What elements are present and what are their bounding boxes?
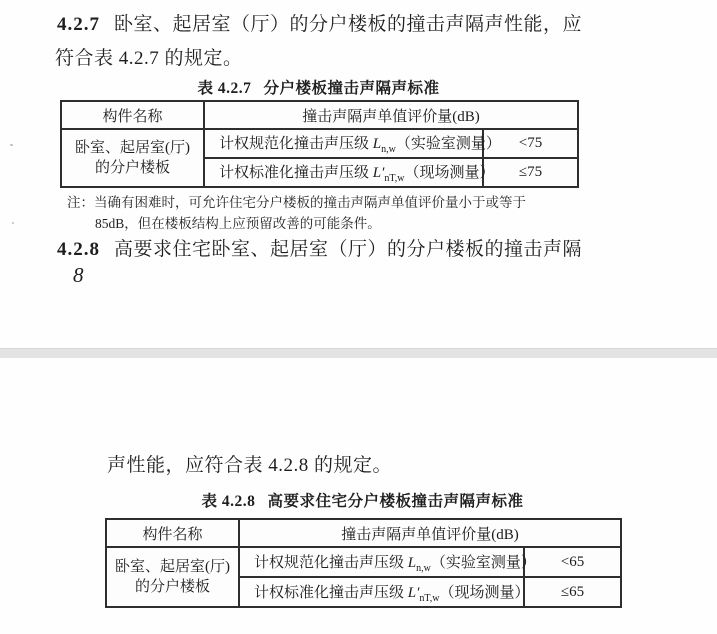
table-caption-title: 高要求住宅分户楼板撞击声隔声标准 (267, 493, 524, 510)
limit-value-cell: <65 (524, 547, 621, 577)
component-name-cell: 卧室、起居室(厅) 的分户楼板 (106, 547, 239, 607)
limit-value-cell: <75 (483, 129, 578, 158)
table-row (106, 547, 621, 577)
metric-cell: 计权规范化撞击声压级 $L_{n,w}$（实验室测量） (204, 129, 483, 158)
metric-cell: 计权标准化撞击声压级 $L'_{nT,w}$（现场测量） (239, 577, 524, 607)
header-component-cell: 构件名称 (106, 519, 239, 547)
table-caption-number: 表 4.2.7 (197, 80, 252, 97)
clause-text: 卧室、起居室（厅）的分户楼板的撞击声隔声性能，应 (114, 14, 583, 35)
metric-symbol: $L_{n,w}$ (372, 136, 396, 155)
limit-value-cell: ≤65 (524, 577, 621, 607)
table-note (67, 192, 587, 234)
header-component-cell: 构件名称 (61, 101, 204, 129)
metric-symbol: $L_{n,w}$ (407, 554, 431, 574)
header-value-cell: 撞击声隔声单值评价量(dB) (239, 519, 621, 547)
clause-number: 4.2.8 (57, 239, 100, 260)
clause-4-2-8-line-1 (57, 239, 582, 261)
metric-symbol: $L'_{nT,w}$ (372, 165, 405, 184)
note-label: 注： (67, 195, 94, 210)
page-number: 8 (73, 263, 84, 287)
limit-value-cell: ≤75 (483, 158, 578, 187)
table-caption-number: 表 4.2.8 (201, 493, 256, 510)
table-4-2-7-caption (60, 76, 577, 98)
header-value-cell: 撞击声隔声单值评价量(dB) (204, 101, 578, 129)
clause-number: 4.2.7 (57, 14, 100, 35)
metric-cell: 计权标准化撞击声压级 $L'_{nT,w}$（现场测量） (204, 158, 483, 187)
table-header-row (106, 519, 621, 547)
table-4-2-7 (60, 100, 579, 188)
table-4-2-8-caption (105, 489, 620, 511)
table-header-row (61, 101, 578, 129)
clause-text: 高要求住宅卧室、起居室（厅）的分户楼板的撞击声隔 (114, 239, 583, 260)
clause-4-2-8-continuation: 声性能，应符合表 4.2.8 的规定。 (107, 455, 393, 476)
clause-4-2-7-line-1 (57, 14, 582, 36)
note-line-2: 85dB，但在楼板结构上应预留改善的可能条件。 (95, 216, 381, 231)
metric-symbol: $L'_{nT,w}$ (407, 584, 440, 604)
table-row (61, 129, 578, 158)
page-2 (0, 358, 717, 634)
metric-cell: 计权规范化撞击声压级 $L_{n,w}$（实验室测量） (239, 547, 524, 577)
clause-4-2-7-line-2: 符合表 4.2.7 的规定。 (55, 48, 243, 69)
note-line-1: 注：当确有困难时，可允许住宅分户楼板的撞击声隔声单值评价量小于或等于 (67, 195, 526, 210)
table-4-2-8 (105, 518, 622, 608)
table-caption-title: 分户楼板撞击声隔声标准 (263, 80, 440, 97)
component-name-cell: 卧室、起居室(厅) 的分户楼板 (61, 129, 204, 187)
